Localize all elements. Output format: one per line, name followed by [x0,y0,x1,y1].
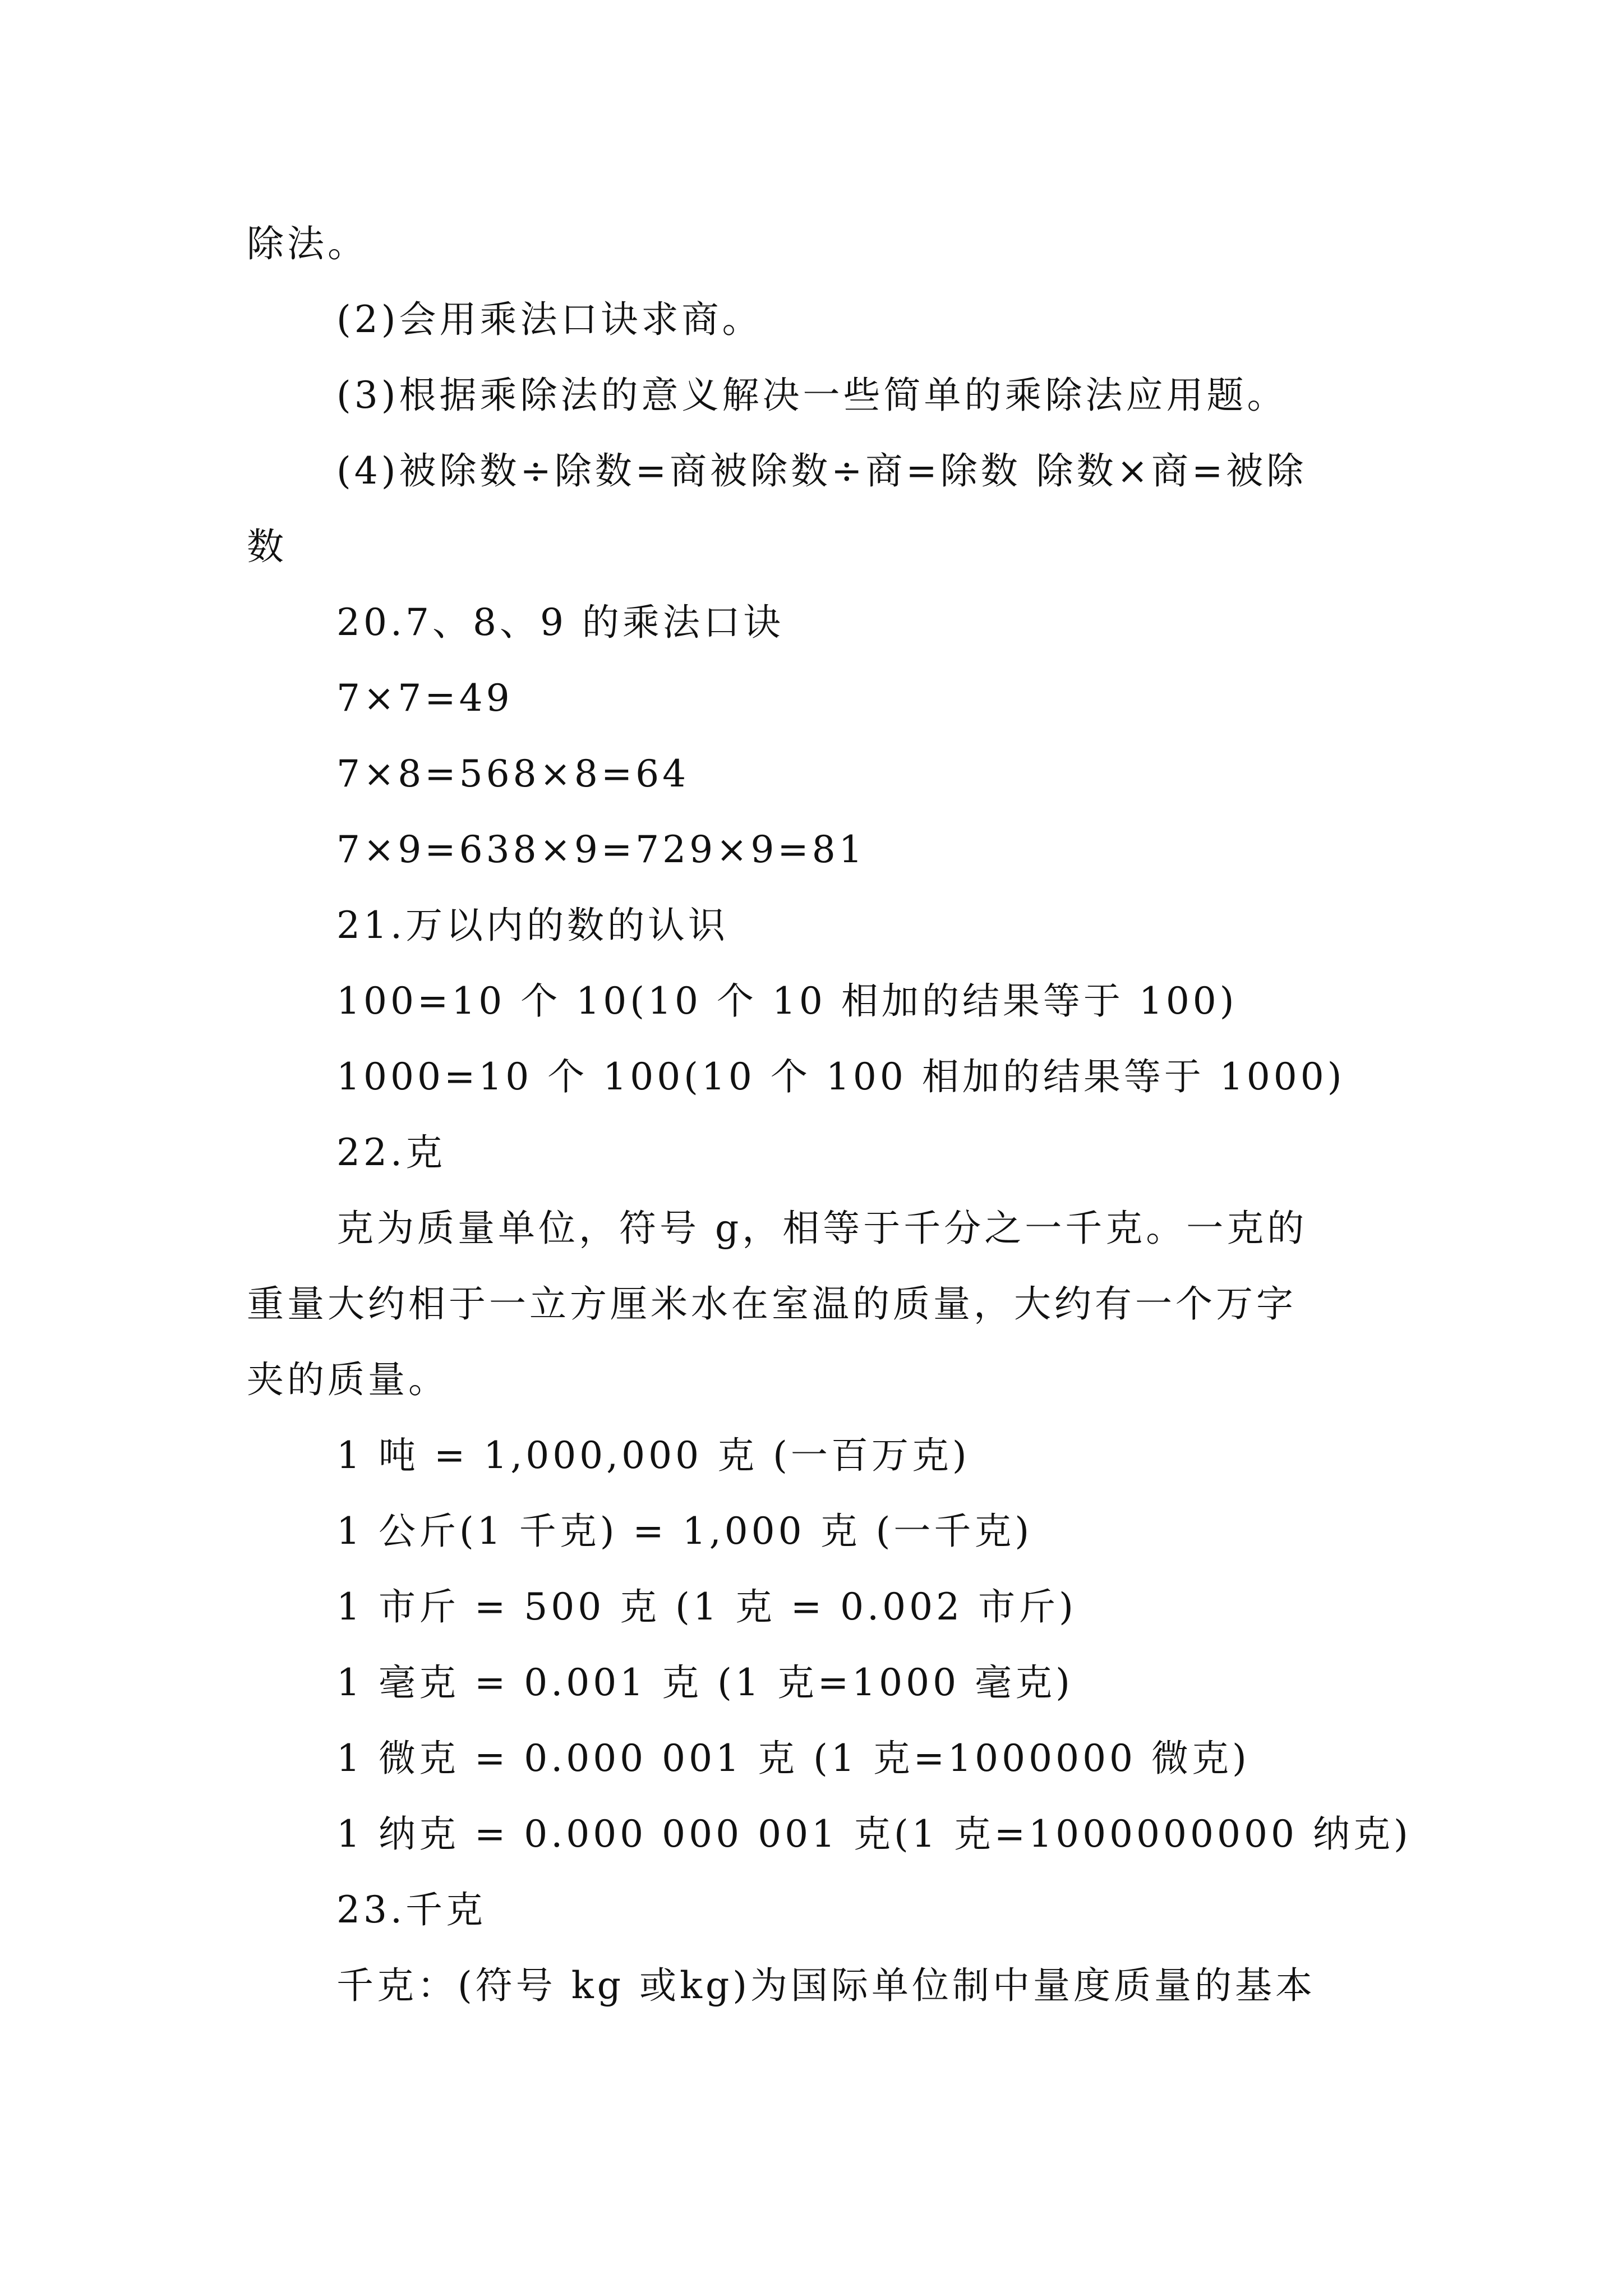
text-line-1: 除法。 [247,222,368,265]
section-heading-20: 20.7、8、9 的乘法口诀 [336,601,784,644]
text-line-16: 夹的质量。 [247,1358,449,1401]
section-heading-23: 23.千克 [336,1888,486,1931]
text-line-20: 1 毫克 = 0.001 克 (1 克=1000 毫克) [336,1661,1073,1704]
text-line-4: (4)被除数÷除数=商被除数÷商=除数 除数×商=被除 [336,449,1307,493]
text-line-14: 克为质量单位，符号 g，相等于千分之一千克。一克的 [336,1207,1308,1250]
section-heading-21: 21.万以内的数的认识 [336,904,728,947]
text-line-24: 千克：(符号 kg 或kg)为国际单位制中量度质量的基本 [336,1964,1316,2007]
text-line-5: 数 [247,525,287,568]
text-line-9: 7×9=638×9=729×9=81 [336,828,866,871]
text-line-7: 7×7=49 [336,677,513,720]
text-line-21: 1 微克 = 0.000 001 克 (1 克=1000000 微克) [336,1737,1250,1780]
text-line-11: 100=10 个 10(10 个 10 相加的结果等于 100) [336,979,1238,1023]
text-line-18: 1 公斤(1 千克) = 1,000 克 (一千克) [336,1510,1033,1553]
text-line-8: 7×8=568×8=64 [336,752,690,795]
text-line-15: 重量大约相于一立方厘米水在室温的质量，大约有一个万字 [247,1282,1297,1326]
text-line-2: (2)会用乘法口诀求商。 [336,298,763,341]
text-line-17: 1 吨 = 1,000,000 克 (一百万克) [336,1434,970,1477]
text-line-3: (3)根据乘除法的意义解决一些简单的乘除法应用题。 [336,374,1288,417]
text-line-22: 1 纳克 = 0.000 000 001 克(1 克=1000000000 纳克) [336,1812,1412,1856]
text-line-12: 1000=10 个 100(10 个 100 相加的结果等于 1000) [336,1055,1345,1098]
section-heading-22: 22.克 [336,1131,446,1174]
text-line-19: 1 市斤 = 500 克 (1 克 = 0.002 市斤) [336,1585,1077,1628]
